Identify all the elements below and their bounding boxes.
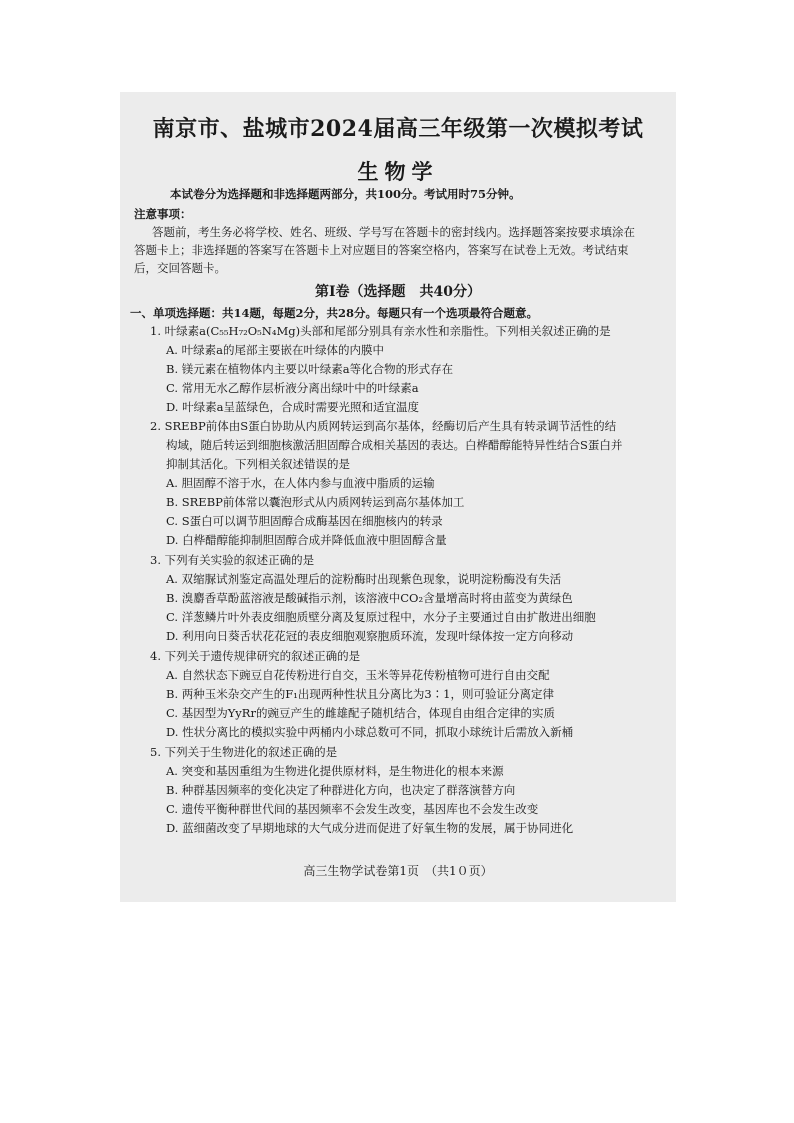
question-3-option-a: A. 双缩脲试剂鉴定高温处理后的淀粉酶时出现紫色现象，说明淀粉酶没有失活 xyxy=(166,572,562,586)
question-5-option-b: B. 种群基因频率的变化决定了种群进化方向，也决定了群落演替方向 xyxy=(166,783,516,797)
exam-title: 南京市、盐城市2024届高三年级第一次模拟考试 xyxy=(152,116,644,142)
question-3-option-b: B. 溴麝香草酚蓝溶液是酸碱指示剂，该溶液中CO₂含量增高时将由蓝变为黄绿色 xyxy=(166,591,573,605)
question-3-option-c: C. 洋葱鳞片叶外表皮细胞质壁分离及复原过程中，水分子主要通过自由扩散进出细胞 xyxy=(166,610,596,624)
question-2-option-b: B. SREBP前体常以囊泡形式从内质网转运到高尔基体加工 xyxy=(166,495,465,509)
question-2-stem: 抑制其活化。下列相关叙述错误的是 xyxy=(166,457,350,471)
question-1-option-c: C. 常用无水乙醇作层析液分离出绿叶中的叶绿素a xyxy=(166,381,419,395)
question-5-option-d: D. 蓝细菌改变了早期地球的大气成分进而促进了好氧生物的发展，属于协同进化 xyxy=(166,821,574,835)
question-3-option-d: D. 利用向日葵舌状花花冠的表皮细胞观察胞质环流，发现叶绿体按一定方向移动 xyxy=(166,629,574,643)
question-2-stem: 构域，随后转运到细胞核激活胆固醇合成相关基因的表达。白桦醋醇能特异性结合S蛋白并 xyxy=(166,438,623,452)
question-2-option-d: D. 白桦醋醇能抑制胆固醇合成并降低血液中胆固醇含量 xyxy=(166,533,447,547)
question-1-option-d: D. 叶绿素a呈蓝绿色，合成时需要光照和适宜温度 xyxy=(166,400,419,414)
question-5-option-c: C. 遗传平衡种群世代间的基因频率不会发生改变，基因库也不会发生改变 xyxy=(166,802,539,816)
section-title: 第Ⅰ卷（选择题 共40分） xyxy=(314,284,482,300)
notice-line: 答题卡上；非选择题的答案写在答题卡上对应题目的答案空格内，答案写在试卷上无效。考试结束 xyxy=(134,243,629,257)
question-5-option-a: A. 突变和基因重组为生物进化提供原材料，是生物进化的根本来源 xyxy=(166,764,504,778)
section-instruction: 一、单项选择题：共14题，每题2分，共28分。每题只有一个选项最符合题意。 xyxy=(130,306,539,320)
notice-line: 后，交回答题卡。 xyxy=(134,261,226,275)
intro-text: 本试卷分为选择题和非选择题两部分，共100分。考试用时75分钟。 xyxy=(170,187,521,201)
question-4-option-c: C. 基因型为YyRr的豌豆产生的雌雄配子随机结合，体现自由组合定律的实质 xyxy=(166,706,555,720)
question-2-stem: 2. SREBP前体由S蛋白协助从内质网转运到高尔基体，经酶切后产生具有转录调节活性的结 xyxy=(150,419,617,433)
page-footer: 高三生物学试卷第1页 （共1０页） xyxy=(303,864,493,878)
question-2-option-a: A. 胆固醇不溶于水，在人体内参与血液中脂质的运输 xyxy=(166,476,435,490)
subject-title: 生物学 xyxy=(357,159,439,184)
notice-heading: 注意事项： xyxy=(134,207,192,221)
question-4-option-b: B. 两种玉米杂交产生的F₁出现两种性状且分离比为3∶1，则可验证分离定律 xyxy=(166,687,554,701)
question-3-stem: 3. 下列有关实验的叙述正确的是 xyxy=(150,553,315,567)
question-5-stem: 5. 下列关于生物进化的叙述正确的是 xyxy=(150,745,338,759)
question-1-option-b: B. 镁元素在植物体内主要以叶绿素a等化合物的形式存在 xyxy=(166,362,454,376)
notice-line: 答题前，考生务必将学校、姓名、班级、学号写在答题卡的密封线内。选择题答案按要求填涂在 xyxy=(152,225,635,239)
question-2-option-c: C. S蛋白可以调节胆固醇合成酶基因在细胞核内的转录 xyxy=(166,514,443,528)
question-4-stem: 4. 下列关于遗传规律研究的叙述正确的是 xyxy=(150,649,361,663)
question-1-option-a: A. 叶绿素a的尾部主要嵌在叶绿体的内膜中 xyxy=(166,343,384,357)
question-4-option-d: D. 性状分离比的模拟实验中两桶内小球总数可不同，抓取小球统计后需放入新桶 xyxy=(166,725,574,739)
question-1-stem: 1. 叶绿素a(C₅₅H₇₂O₅N₄Mg)头部和尾部分别具有亲水性和亲脂性。下列相关叙述正确的是 xyxy=(150,324,611,338)
question-4-option-a: A. 自然状态下豌豆自花传粉进行自交，玉米等异花传粉植物可进行自由交配 xyxy=(166,668,550,682)
